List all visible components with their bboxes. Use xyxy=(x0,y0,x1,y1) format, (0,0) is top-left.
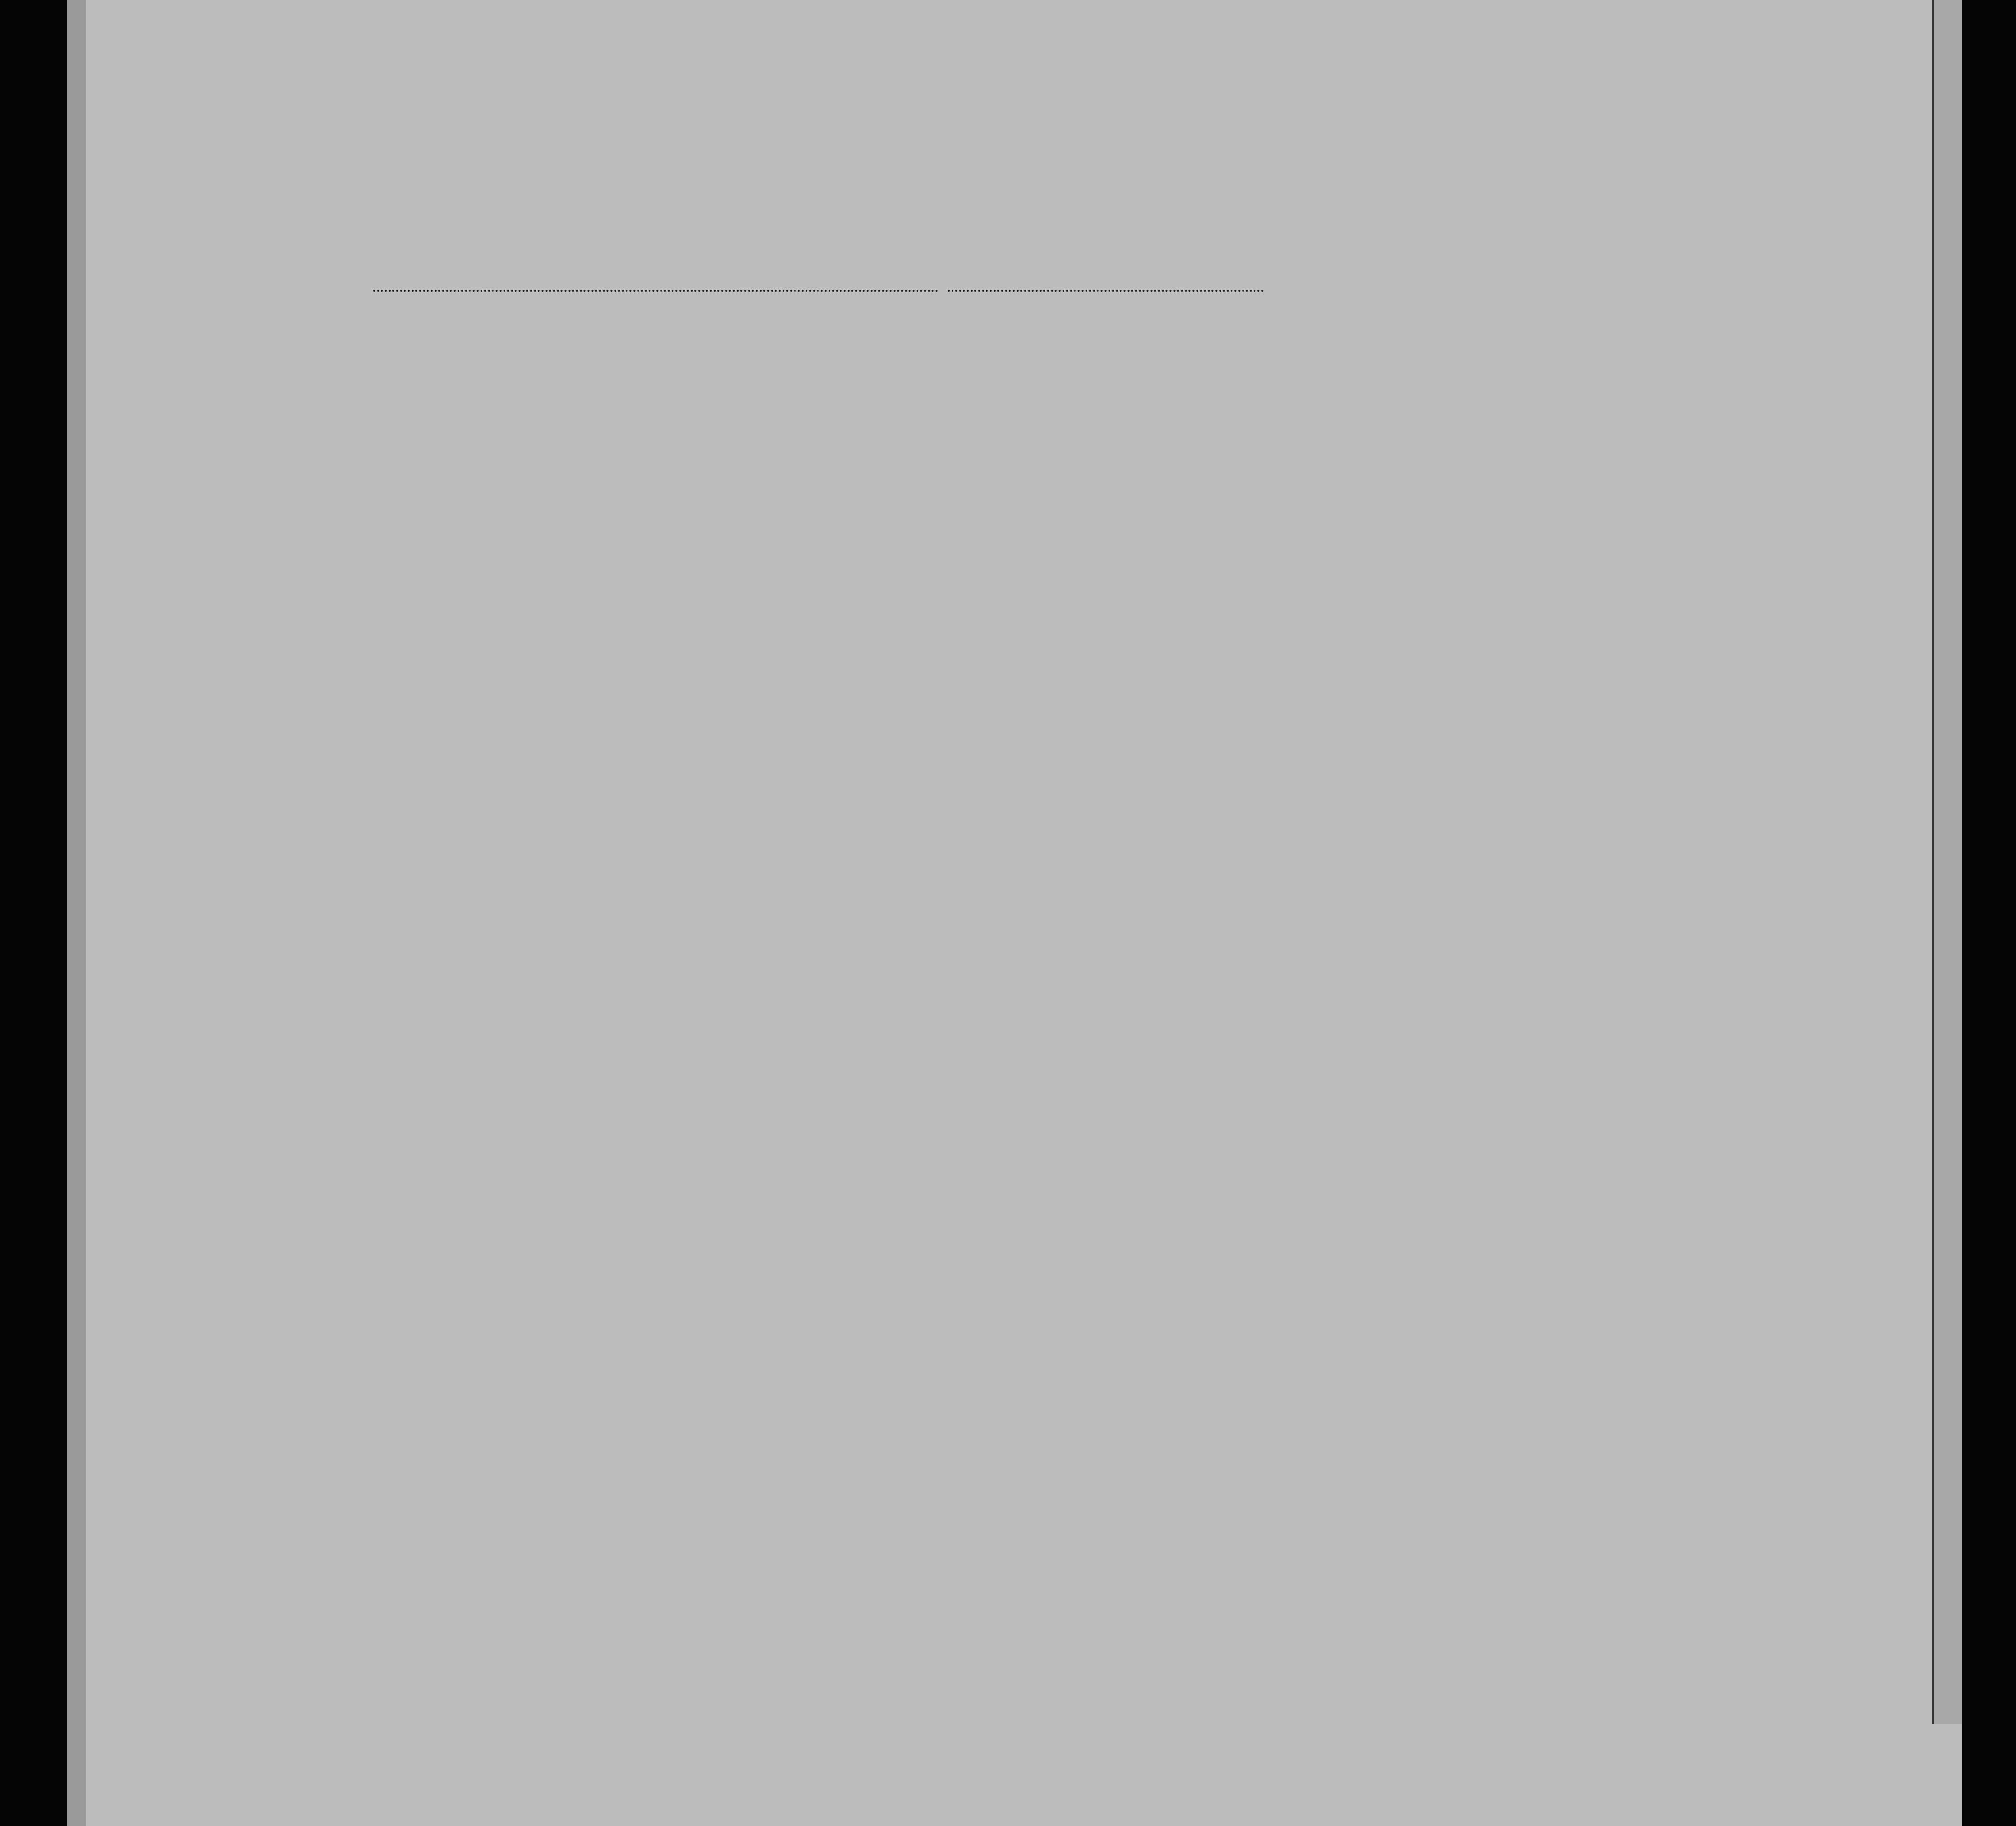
check-marks xyxy=(67,0,1962,1826)
manifest-sheet xyxy=(67,0,1962,1826)
